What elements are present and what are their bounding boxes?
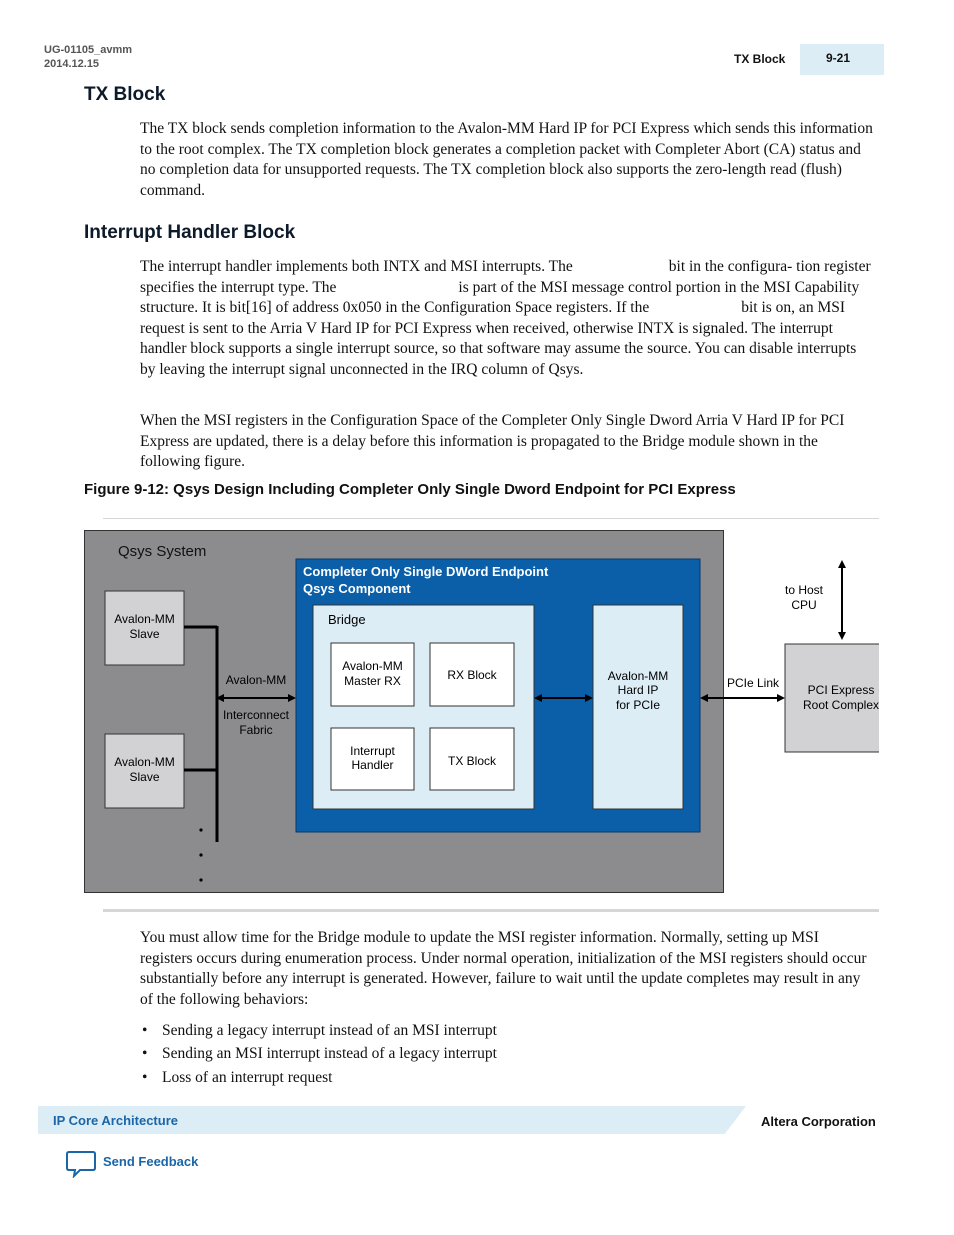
tx-block-heading: TX Block [84,84,166,105]
header-section-title: TX Block [734,52,786,66]
figure-top-rule [103,518,879,519]
root-complex-line1: PCI Express [807,683,875,697]
continuation-dot [199,828,202,831]
interrupt-handler-line2: Handler [351,758,394,772]
slave2-line2: Slave [129,770,160,784]
to-host-line1: to Host [784,583,824,597]
slave1-line2: Slave [129,627,160,641]
list-item: • Sending a legacy interrupt instead of an MSI interrupt [140,1019,497,1042]
doc-date: 2014.12.15 [44,58,100,70]
speech-bubble-icon[interactable] [66,1150,96,1178]
continuation-dot [199,853,202,856]
rx-block-label: RX Block [447,668,497,682]
avalon-mm-label: Avalon-MM [225,673,287,687]
to-host-line2: CPU [791,598,817,612]
interconnect-line2: Fabric [239,723,273,737]
list-item: • Sending an MSI interrupt instead of a legacy interrupt [140,1042,497,1065]
interconnect-line1: Interconnect [222,708,290,722]
slave2-line1: Avalon-MM [114,755,175,769]
footer-company: Altera Corporation [761,1114,876,1129]
master-rx-line1: Avalon-MM [342,659,403,673]
qsys-system-label: Qsys System [118,543,207,560]
msi-timing-paragraph: You must allow time for the Bridge module to update the MSI register information. Normally, setting up MSI registers occurs during enumeration process. Under normal operation, initialization of the MSI registers should occur substantially before any interrupt is generated. However, failure to wait until the update completes may result in any of the following behaviors: [140,929,867,1008]
p1-b: bit in the configura- [668,258,793,275]
doc-id-code: UG-01105_avmm [44,44,133,56]
interrupt-handler-line1: Interrupt [350,744,395,758]
root-complex-line2: Root Complex [802,698,879,712]
figure-title: Figure 9-12: Qsys Design Including Completer Only Single Dword Endpoint for PCI Express [84,481,736,498]
component-title-line2: Qsys Component [303,581,411,596]
p1-a: The interrupt handler implements both INTX and MSI interrupts. The [140,258,573,275]
hard-ip-line1: Avalon-MM [607,669,669,683]
pcie-link-label: PCIe Link [726,676,780,690]
list-item: • Loss of an interrupt request [140,1066,497,1089]
p1-e: bit is on, an MSI request is sent to the Arria V Hard IP for PCI Express when received, otherwise INTX is signaled. The interrupt handler block supports a single interrupt source, so that software may assume the source. You can disable interrupts by leaving the interrupt signal unconnected in the IRQ column of Qsys. [140,299,857,378]
qsys-design-diagram [84,530,879,905]
footer-chapter-title: IP Core Architecture [53,1113,178,1128]
hard-ip-line2: Hard IP [617,683,659,697]
figure-bottom-rule [103,909,879,912]
master-rx-line2: Master RX [344,674,401,688]
document-id [44,43,132,71]
page-number: 9-21 [826,51,851,65]
p1-d: is part of the MSI message control portion in the MSI Capability structure. It is bit[16] of address 0x050 in the Configuration Space registers. If the [140,278,860,317]
behavior-list [140,1019,497,1089]
slave1-line1: Avalon-MM [114,612,175,626]
continuation-dot [199,878,202,881]
bridge-label: Bridge [328,612,366,627]
hard-ip-line3: for PCIe [615,698,661,712]
interrupt-paragraph-1 [140,257,875,381]
interrupt-paragraph-2: When the MSI registers in the Configuration Space of the Completer Only Single Dword Arria V Hard IP for PCI Express are updated, there is a delay before this information is propagated to the Bridge module shown in the following figure. [140,412,845,471]
interrupt-handler-heading: Interrupt Handler Block [84,222,296,243]
tx-block-paragraph: The TX block sends completion information to the Avalon‑MM Hard IP for PCI Express which sends this information to the root complex. The TX completion block generates a completion packet with Completer Abort (CA) status and no completion data for unsupported requests. The TX completion block also supports the zero‑length read (flush) command. [140,120,873,199]
p1-c: tion register specifies the interrupt type. The [140,258,871,296]
component-title-line1: Completer Only Single DWord Endpoint [303,564,549,579]
send-feedback-link[interactable]: Send Feedback [103,1154,199,1169]
tx-block-label: TX Block [447,754,497,768]
